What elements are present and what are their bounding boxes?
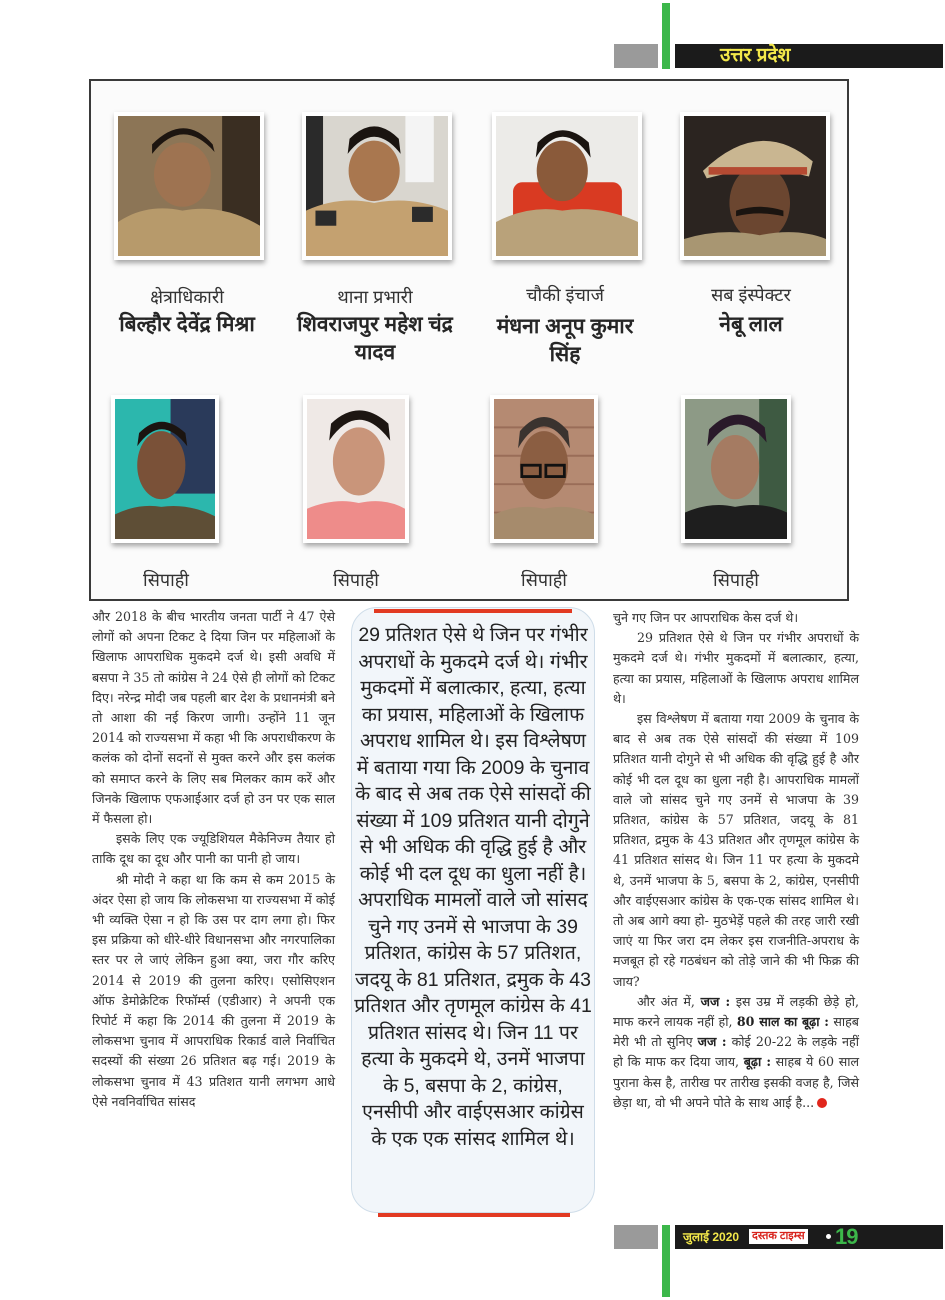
constable-role: सिपाही: [143, 570, 189, 590]
officer-name: बिल्हौर देवेंद्र मिश्रा: [119, 313, 255, 336]
closing-dialogue: [613, 992, 859, 1113]
constable-role: सिपाही: [521, 570, 567, 590]
constable-portrait-icon: [307, 399, 405, 539]
pull-quote-text: 29 प्रतिशत ऐसे थे जिन पर गंभीर अपराधों के मुकदमे दर्ज थे। गंभीर मुकदमों में बलात्कार, हत्या, हत्या का प्रयास, महिलाओं के खिलाफ अपराध शामिल थे। इस विश्लेषण में बताया गया कि 2009 के चुनाव के बाद से अब तक ऐसे सांसदों की संख्या में 109 प्रतिशत यानी दोगुने से भी अधिक की वृद्धि हुई है और कोई भी दल दूध का धुला नहीं है। अपराधिक मामलों वाले जो सांसद चुने गए उनमें से भाजपा के 39 प्रतिशत, कांग्रेस के 57 प्रतिशत, जदयू के 81 प्रतिशत, द्रमुक के 43 प्रतिशत और तृणमूल कांग्रेस के 41 प्रतिशत सांसद थे। जिन 11 पर हत्या के मुकदमे थे, उनमें भाजपा के 5, बसपा के 2, कांग्रेस, एनसीपी और वाईएसआर कांग्रेस के एक एक सांसद शामिल थे।: [354, 624, 592, 1150]
officer-portrait-icon: [496, 116, 638, 256]
officer-role: चौकी इंचार्ज: [526, 285, 604, 305]
section-header-bar: [675, 44, 943, 68]
officer-role: थाना प्रभारी: [337, 287, 413, 307]
constable-portrait-icon: [115, 399, 215, 539]
constable-photo: [111, 395, 219, 543]
officer-portrait-icon: [306, 116, 448, 256]
article-paragraph: इस विश्लेषण में बताया गया 2009 के चुनाव के बाद से अब तक ऐसे सांसदों की संख्या में 109 प्रतिशत यानी दोगुने से भी अधिक की वृद्धि हुई है और कोई भी दल दूध का धुला नही है। आपराधिक मामलों वाले जो सांसद चुने गए उनमें से भाजपा के 39 प्रतिशत, कांग्रेस के 57 प्रतिशत, जदयू के 81 प्रतिशत, द्रमुक के 43 प्रतिशत और तृणमूल कांग्रेस के 41 प्रतिशत सांसद थे। जिन 11 पर हत्या के मुकदमे थे, उनमें भाजपा के 5, बसपा के 2, कांग्रेस, एनसीपी और वाईएसआर कांग्रेस के एक-एक सांसद शामिल थे। तो अब आगे क्या हो- मुठभेड़ें पहले की तरह जारी रखी जाएं या फिर जरा दम लेकर इस राजनीति-अपराध के मजबूत हो रहे गठबंधन को तोड़े जाने की भी फिक्र की जाय?: [613, 711, 859, 989]
constable-portrait-icon: [494, 399, 594, 539]
officer-photo: [680, 112, 830, 260]
pull-quote-top-rule: [374, 609, 572, 613]
constable-photo: [303, 395, 409, 543]
officer-photo: [114, 112, 264, 260]
constable-role: सिपाही: [333, 570, 379, 590]
footer-green-stripe: [662, 1225, 670, 1297]
page-number: 19: [835, 1224, 858, 1249]
header-green-stripe: [662, 3, 670, 69]
officer-name: नेबू लाल: [719, 313, 783, 336]
constable-photo: [490, 395, 598, 543]
article-paragraph: और 2018 के बीच भारतीय जनता पार्टी ने 47 ऐसे लोगों को अपना टिकट दे दिया जिन पर महिलाओं के खिलाफ आपराधिक मुकदमे दर्ज थे। इसी अवधि में बसपा ने 35 तो कांग्रेस ने 24 ऐसे ही लोगों को टिकट दिए। नरेन्द्र मोदी जब पहली बार देश के प्रधानमंत्री बने तो आशा की नई किरण जागी। उन्होंने 11 जून 2014 को राज्यसभा में कहा भी कि अपराधीकरण के कलंक को दोनों सदनों से मुक्त करने और इस कलंक को समाप्त करने के लिए सब मिलकर काम करें और जिनके खिलाफ एफआईआर दर्ज हो उन पर एक साल में फैसला हो।: [92, 609, 335, 827]
old-man-label: बूढ़ा :: [743, 1054, 771, 1070]
officer-role: सब इंस्पेक्टर: [711, 285, 791, 305]
issue-date: जुलाई 2020: [683, 1230, 740, 1244]
section-title: उत्तर प्रदेश: [720, 45, 791, 66]
officer-portrait-icon: [118, 116, 260, 256]
article-paragraph: श्री मोदी ने कहा था कि कम से कम 2015 के अंदर ऐसा हो जाय कि लोकसभा या राज्यसभा में कोई भी व्यक्ति ऐसा न हो कि उस पर दाग लगा हो। फिर इस प्रक्रिया को धीरे-धीरे विधानसभा और नगरपालिका स्तर पर ले जाएं लेकिन हुआ क्या, जरा गौर करिए 2014 से 2019 की तुलना करिए। एसोसिएशन ऑफ डेमोक्रेटिक रिफॉर्म्स (एडीआर) ने अपनी एक रिपोर्ट में कहा कि 2014 की तुलना में 2019 के लोकसभा चुनाव में आपराधिक रिकार्ड वाले निर्वाचित सदस्यों की संख्या 26 प्रतिशत बढ़ गई। 2019 के लोकसभा चुनाव में 43 प्रतिशत यानी लगभग आधे ऐसे नवनिर्वाचित सांसद: [92, 871, 335, 1109]
article-paragraph: इसके लिए एक ज्यूडिशियल मैकेनिज्म तैयार हो ताकि दूध का दूध और पानी का पानी हो जाय।: [92, 831, 335, 867]
officer-photo: [492, 112, 642, 260]
pull-quote-bottom-rule: [378, 1213, 570, 1217]
old-man-line: साहब ये 60 साल पुराना केस है, तारीख पर तारीख इसकी वजह है, जिसे छेड़ा था, वो भी अपने पोते के साथ आई है...: [613, 1054, 860, 1110]
bullet-icon: [826, 1234, 831, 1239]
constable-portrait-icon: [685, 399, 787, 539]
constable-role: सिपाही: [713, 570, 759, 590]
officer-name: मंधना अनूप कुमार सिंह: [496, 315, 634, 366]
article-left-column: [92, 607, 335, 1112]
officer-name: शिवराजपुर महेश चंद्र यादव: [297, 313, 453, 364]
judge-line: इस उम्र में लड़की छेड़े हो, माफ करने लायक नहीं हो,: [613, 993, 859, 1030]
officer-role: क्षेत्राधिकारी: [150, 287, 224, 307]
judge-label: जज :: [700, 993, 731, 1009]
header-gray-block: [614, 44, 658, 68]
officer-photo: [302, 112, 452, 260]
old-man-label: 80 साल का बूढ़ा :: [736, 1014, 829, 1030]
footer-gray-block: [614, 1225, 658, 1249]
constable-photo: [681, 395, 791, 543]
article-right-column: [613, 608, 859, 1113]
judge-label: जज :: [697, 1034, 727, 1050]
article-paragraph: चुने गए जिन पर आपराधिक केस दर्ज थे।: [613, 610, 799, 625]
magazine-logo: दस्तक टाइम्स: [749, 1229, 808, 1244]
accused-police-photo-panel: [89, 79, 849, 601]
judge-line: कोई 20-22 के लड़के नहीं हो कि माफ कर दिया जाय,: [613, 1034, 859, 1070]
article-paragraph: 29 प्रतिशत ऐसे थे जिन पर गंभीर अपराधों के मुकदमे दर्ज थे। गंभीर मुकदमों में बलात्कार, हत्या, हत्या का प्रयास, महिलाओं के खिलाफ अपराध शामिल थे।: [613, 630, 859, 706]
old-man-line: साहब मेरी भी तो सुनिए: [613, 1014, 859, 1050]
officer-portrait-icon: [684, 116, 826, 256]
end-of-article-dot-icon: [817, 1098, 827, 1108]
closing-intro: और अंत में,: [637, 993, 695, 1009]
